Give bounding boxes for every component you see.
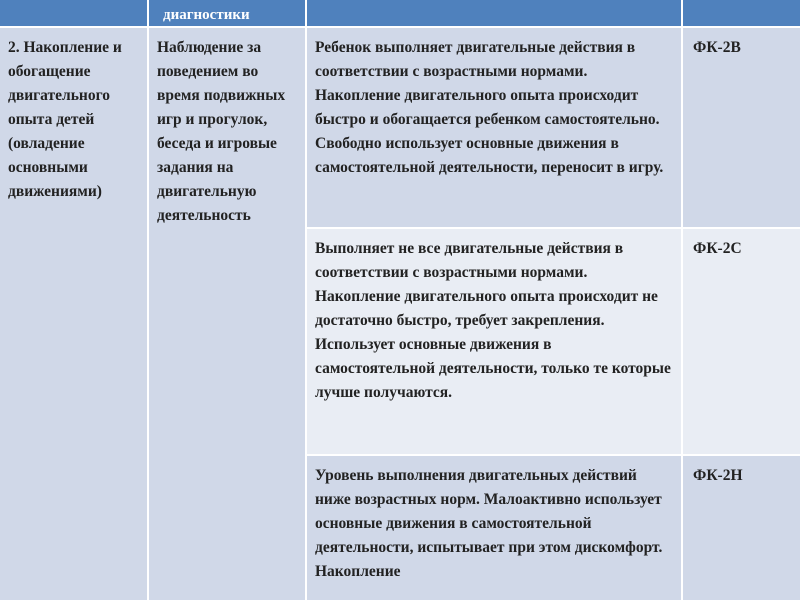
level-low-description: Уровень выполнения двигательных действий ниже возрастных норм. Малоактивно использует основные движения в самостоятельной деятельности, испытывает при этом дискомфорт. Накопление: [315, 467, 663, 580]
level-high-description-cell: [307, 28, 681, 227]
table-header-row: [0, 0, 800, 26]
level-high-code: ФК-2В: [693, 39, 741, 56]
level-medium-code: ФК-2С: [693, 240, 742, 257]
header-method-label: диагностики: [163, 7, 250, 23]
method-text: Наблюдение за поведением во время подвижных игр и прогулок, беседа и игровые задания на двигательную деятельность: [157, 39, 286, 224]
header-cell-indicator: [0, 0, 149, 26]
table-body: [0, 26, 800, 600]
method-cell: [149, 28, 305, 600]
level-high-description: Ребенок выполняет двигательные действия в соответствии с возрастными нормами. Накопление двигательного опыта происходит быстро и обогащается ребенком самостоятельно. Свободно использует основные движения в самостоятельной деятельности, переносит в игру.: [315, 39, 664, 176]
level-low-description-cell: [307, 456, 681, 600]
header-cell-description: [307, 0, 683, 26]
header-cell-method: [149, 0, 307, 26]
indicator-text: 2. Накопление и обогащение двигательного опыта детей (овладение основными движениями): [8, 39, 122, 200]
level-low-code-cell: [683, 456, 800, 600]
level-low-code: ФК-2Н: [693, 467, 743, 484]
level-medium-description-cell: [307, 229, 681, 454]
header-cell-code: [683, 0, 800, 26]
level-medium-description: Выполняет не все двигательные действия в соответствии с возрастными нормами. Накопление двигательного опыта происходит не достаточно быстро, требует закрепления. Использует основные движения в самостоятельной деятельности, только те которые лучше получаются.: [315, 240, 671, 401]
indicator-cell: [0, 28, 147, 600]
level-high-code-cell: [683, 28, 800, 227]
level-medium-code-cell: [683, 229, 800, 454]
